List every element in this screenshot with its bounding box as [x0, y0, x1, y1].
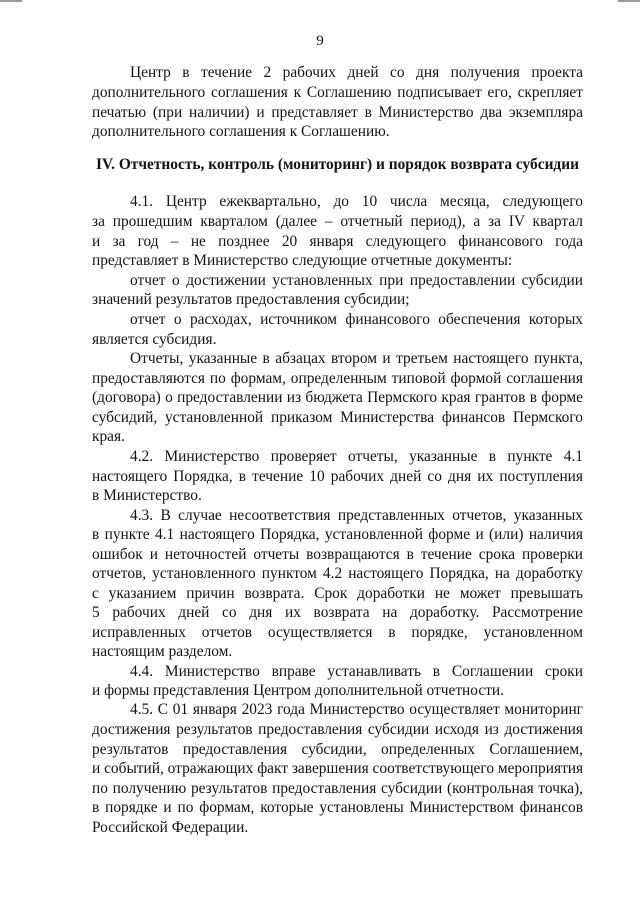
scan-edge-mark-left: [0, 0, 22, 2]
text-line: субсидий, установленной приказом Министерства финансов Пермского: [92, 409, 583, 426]
scan-edge-mark-right: [618, 0, 640, 2]
text-line: ошибок и неточностей отчеты возвращаются в течение срока проверки: [92, 546, 583, 563]
text-line: 4.4. Министерство вправе устанавливать в Соглашении сроки: [130, 663, 583, 680]
text-line: (договора) о предоставлении из бюджета Пермского края грантов в форме: [92, 389, 583, 406]
text-line: в пункте 4.1 настоящего Порядка, установленной форме и (или) наличия: [92, 526, 583, 543]
text-line: 4.1. Центр ежеквартально, до 10 числа месяца, следующего: [130, 193, 583, 210]
text-line: в Министерство.: [92, 487, 202, 504]
text-line: исправленных отчетов осуществляется в порядке, установленном: [92, 624, 583, 641]
text-line: печатью (при наличии) и представляет в Министерство два экземпляра: [92, 104, 583, 121]
text-line: 4.5. С 01 января 2023 года Министерство осуществляет мониторинг: [130, 701, 583, 718]
page-number: 9: [316, 33, 324, 49]
text-line: отчетов, установленного пунктом 4.2 настоящего Порядка, на доработку: [92, 565, 583, 582]
text-line: 4.3. В случае несоответствия представленных отчетов, указанных: [130, 507, 583, 524]
text-line: Отчеты, указанные в абзацах втором и третьем настоящего пункта,: [130, 350, 583, 367]
text-line: результатов предоставления субсидии, определенных Соглашением,: [92, 741, 583, 758]
text-line: настоящим разделом.: [92, 643, 233, 660]
text-line: с указанием причин возврата. Срок доработки не может превышать: [92, 585, 583, 602]
text-line: 4.2. Министерство проверяет отчеты, указанные в пункте 4.1: [130, 448, 583, 465]
text-line: дополнительного соглашения к Соглашению подписывает его, скрепляет: [92, 84, 583, 101]
text-line: представляет в Министерство следующие отчетные документы:: [92, 252, 513, 269]
text-line: в порядке и по формам, которые установлены Министерством финансов: [92, 799, 583, 816]
text-line: и формы представления Центром дополнительной отчетности.: [92, 682, 505, 699]
text-line: за прошедшим кварталом (далее – отчетный период), а за IV квартал: [92, 213, 583, 230]
text-line: 5 рабочих дней со дня их возврата на доработку. Рассмотрение: [92, 604, 583, 621]
text-line: является субсидия.: [92, 331, 217, 348]
text-line: Российской Федерации.: [92, 819, 249, 836]
text-line: достижения результатов предоставления субсидии исходя из достижения: [92, 721, 583, 738]
text-line: отчет о достижении установленных при предоставлении субсидии: [130, 272, 583, 289]
text-line: настоящего Порядка, в течение 10 рабочих дней со дня их поступления: [92, 468, 583, 485]
text-line: края.: [92, 428, 125, 445]
text-line: и за год – не позднее 20 января следующего финансового года: [92, 233, 583, 250]
text-line: предоставляются по формам, определенным типовой формой соглашения: [92, 370, 583, 387]
text-line: Центр в течение 2 рабочих дней со дня получения проекта: [130, 64, 583, 81]
text-line: по получению результатов предоставления субсидии (контрольная точка),: [92, 780, 583, 797]
text-line: и событий, отражающих факт завершения соответствующего мероприятия: [92, 760, 584, 777]
section-heading: IV. Отчетность, контроль (мониторинг) и порядок возврата субсидии: [96, 156, 579, 173]
text-line: значений результатов предоставления субсидии;: [92, 291, 410, 308]
text-line: дополнительного соглашения к Соглашению.: [92, 123, 390, 140]
text-line: отчет о расходах, источником финансового обеспечения которых: [130, 311, 583, 328]
